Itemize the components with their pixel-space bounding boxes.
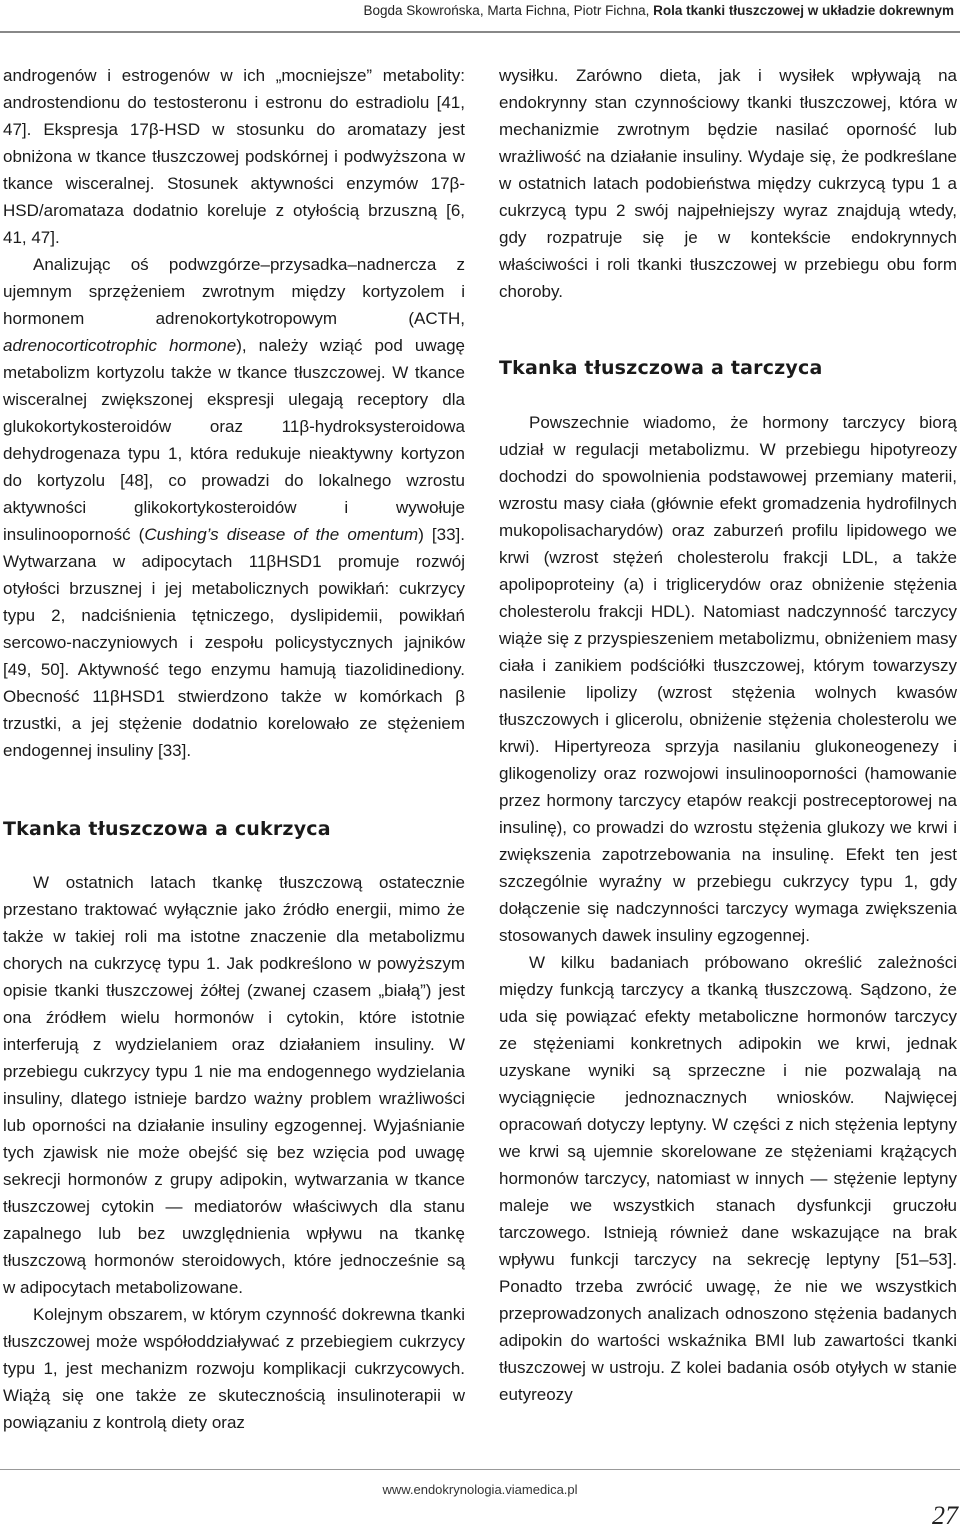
footer-url: www.endokrynologia.viamedica.pl [382,1482,578,1497]
page-number: 27 [932,1501,958,1530]
footer-rule [0,1469,960,1470]
right-paragraph-2: Powszechnie wiadomo, że hormony tarczycy biorą udział w regulacji metabolizmu. W przebiegu hipotyreozy dochodzi do spowolnienia podstawowej przemiany materii, wzrostu masy ciała (głównie efekt gromadzenia hydrofilnych mukopolisacharydów) oraz zaburzeń profilu lipidowego we krwi (wzrost stężeń cholesterolu frakcji LDL, a także apolipoproteiny (a) i triglicerydów oraz obniżenie stężenia cholesterolu frakcji HDL). Natomiast nadczynność tarczycy wiąże się z przyspieszeniem metabolizmu, obniżeniem masy ciała i zanikiem podściółki tłuszczowej, którym towarzyszy nasilenie lipolizy (wzrost stężenia wolnych kwasów tłuszczowych i glicerolu, obniżenie stężenia cholesterolu we krwi). Hipertyreoza sprzyja nasilaniu glukoneogenezy i glikogenolizy oraz rozwojowi insulinooporności (hamowanie przez hormony tarczycy etapów reakcji postreceptorowej na insulinę), co prowadzi do wzrostu stężenia glukozy we krwi i zwiększenia zapotrzebowania na insulinę. Efekt ten jest szczególnie wyraźny w przebiegu cukrzycy typu 1, gdy dołączenie się nadczynności tarczycy wymaga zwiększenia stosowanych dawek insuliny egzogennej. [499,413,957,945]
header-rule [0,31,960,33]
right-paragraph-1: wysiłku. Zarówno dieta, jak i wysiłek wpływają na endokrynny stan czynnościowy tkanki tłuszczowej, która w mechanizmie zwrotnym będzie nasilać oporność lub wrażliwość na działanie insuliny. Wydaje się, że podkreślane w ostatnich latach podobieństwa między cukrzycą typu 1 a cukrzycą typu 2 swój najpełniejszy wyraz znajdują wtedy, gdy rozpatruje się je w kontekście endokrynnych właściwości i roli tkanki tłuszczowej w przebiegu obu form choroby. [499,66,957,301]
left-paragraph-2-eponym: Cushing’s disease of the omentum [144,525,419,544]
header-article-title: Rola tkanki tłuszczowej w układzie dokrewnym [653,3,954,18]
left-column [3,62,465,1436]
running-head [0,0,960,26]
right-column [499,62,957,1408]
left-paragraph-1: androgenów i estrogenów w ich „mocniejsze” metabolity: androstendionu do testosteronu i estronu do estradiolu [41, 47]. Ekspresja 17β-HSD w stosunku do aromatazy jest obniżona w tkance tłuszczowej podskórnej i podwyższona w tkance wisceralnej. Stosunek aktywności enzymów 17β-HSD/aromataza dodatnio koreluje z otyłością brzuszną [6, 41, 47]. [3,66,465,247]
left-paragraph-2-part-e: ) [33]. Wytwarzana w adipocytach 11βHSD1 promuje rozwój otyłości brzusznej i jej metabolicznych powikłań: cukrzycy typu 2, nadciśnienia tętniczego, dyslipidemii, powikłań sercowo-naczyniowych i zespołu policystycznych jajników [49, 50]. Aktywność tego enzymu hamują tiazolidinediony. Obecność 11βHSD1 stwierdzono także w komórkach β trzustki, a jej stężenie dodatnio korelowało ze stężeniem endogennej insuliny [33]. [3,525,465,760]
left-paragraph-2-part-c: ), należy wziąć pod uwagę metabolizm kortyzolu także w tkance tłuszczowej. W tkance wisceralnej zwiększonej ekspresji ulegają receptory dla glukokortykosteroidów oraz 11β-hydroksysteroidowa dehydrogenaza typu 1, która redukuje nieaktywny kortyzon do kortyzolu [48], co prowadzi do lokalnego wzrostu aktywności glikokortykosteroidów i wywołuje insulinooporność ( [3,336,465,544]
section-heading-diabetes: Tkanka tłuszczowa a cukrzyca [3,818,331,840]
left-paragraph-2-term: adrenocorticotrophic hormone [3,336,237,355]
right-paragraph-3: W kilku badaniach próbowano określić zależności między funkcją tarczycy a tkanką tłuszczową. Sądzono, że uda się powiązać efekty metaboliczne hormonów tarczycy ze stężeniami konkretnych adipokin we krwi, jednak uzyskane wyniki są sprzeczne i nie pozwalają na wyciągnięcie jednoznacznych wniosków. Najwięcej opracowań dotyczy leptyny. W części z nich stężenia leptyny we krwi są ujemnie skorelowane ze stężeniami krążących hormonów tarczycy, natomiast w innych — stężenie leptyny maleje we wszystkich stanach dysfunkcji gruczołu tarczowego. Istnieją również dane wskazujące na brak wpływu funkcji tarczycy na sekrecję leptyny [51–53]. Ponadto trzeba zwrócić uwagę, że nie we wszystkich przeprowadzonych analizach odnoszono stężenia badanych adipokin do wartości wskaźnika BMI lub zawartości tkanki tłuszczowej w ustroju. Z kolei badania osób otyłych w stanie eutyreozy [499,953,957,1404]
left-paragraph-3: W ostatnich latach tkankę tłuszczową ostatecznie przestano traktować wyłącznie jako źródło energii, mimo że także w takiej roli ma istotne znaczenie dla metabolizmu chorych na cukrzycę typu 1. Jak podkreślono w powyższym opisie tkanki tłuszczowej żółtej (zwanej czasem „białą”) jest ona źródłem wielu hormonów i cytokin, które istotnie interferują z wydzielaniem oraz działaniem insuliny. W przebiegu cukrzycy typu 1 nie ma endogennego wydzielania insuliny, dlatego istnieje bardzo ważny problem wrażliwości lub oporności na działanie insuliny egzogennej. Wyjaśnianie tych zjawisk nie może obejść się bez wzięcia pod uwagę sekrecji hormonów z grupy adipokin, wytwarzania w tkance tłuszczowej cytokin — mediatorów właściwych dla stanu zapalnego lub bez uwzględnienia wpływu na tkankę tłuszczową hormonów steroidowych, które jednocześnie są w adipocytach metabolizowane. [3,873,465,1297]
left-paragraph-4: Kolejnym obszarem, w którym czynność dokrewna tkanki tłuszczowej może współoddziaływać z przebiegiem cukrzycy typu 1, jest mechanizm rozwoju komplikacji cukrzycowych. Wiążą się one także ze skutecznością insulinoterapii w powiązaniu z kontrolą diety oraz [3,1305,465,1432]
left-paragraph-2-part-a: Analizując oś podwzgórze–przysadka–nadnercza z ujemnym sprzężeniem zwrotnym między kortyzolem i hormonem adrenokortykotropowym (ACTH, [3,255,465,328]
header-authors: Bogda Skowrońska, Marta Fichna, Piotr Fichna, [363,3,650,18]
section-heading-thyroid: Tkanka tłuszczowa a tarczyca [499,357,823,379]
left-paragraph-2 [3,251,465,764]
